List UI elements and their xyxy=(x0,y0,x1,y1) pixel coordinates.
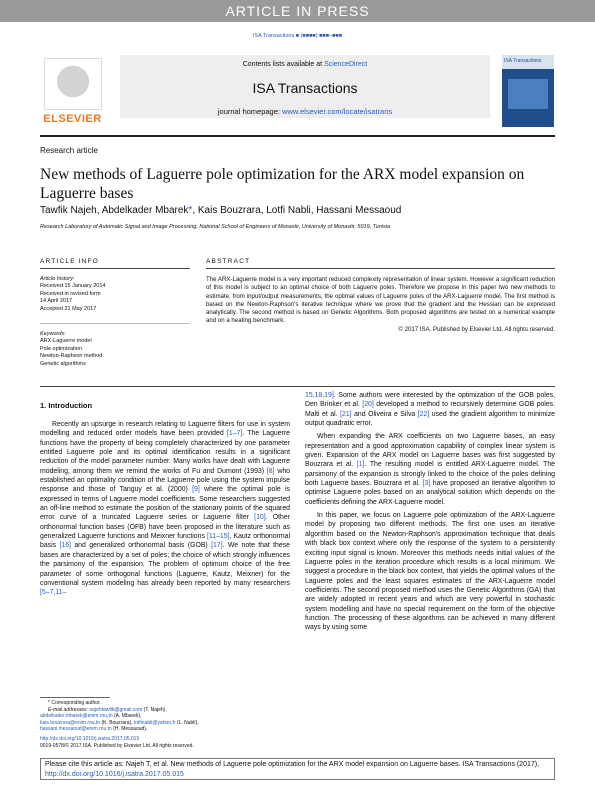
journal-homepage: journal homepage: www.elsevier.com/locate/isatrans xyxy=(217,107,393,116)
article-history: Article history: Received 15 January 2014 Received in revised form 14 April 2017 Accepted 21 May 2017 xyxy=(40,276,106,312)
article-in-press-banner: ARTICLE IN PRESS xyxy=(0,0,595,22)
author-list: Tawfik Najeh, Abdelkader Mbarek*, Kais Bouzrara, Lotfi Nabli, Hassani Messaoud xyxy=(40,205,402,216)
article-info-rule xyxy=(40,268,190,269)
article-type: Research article xyxy=(40,146,98,155)
article-info-heading: ARTICLE INFO xyxy=(40,258,100,265)
intro-paragraph-1: Recently an upsurge in research relating to Laguerre filters for use in system modelling and reduced order models have been provided [1–7]. The Laguerre functions have the property of being completely characterized by one parameter entitled Laguerre pole and its optimal identification results in a significant reduction of the model parameter number. Many works have dealt with Laguerre modeling, among them we remind the works of Fu and Dumont (1993) [8] who established an optimality condition of the Laguerre pole using the system impulse response and those of Tanguy et al. (2000) [9] where the optimal pole is expressed in terms of Laguerre model coefficients. Some researchers suggested an off-line method to estimate the position of the stationary points of the squared error curve of a truncated Laguerre series or Laguerre filter [10]. Other orthonormal function bases (OFB) have been proposed in the literature such as generalized Laguerre functions and Meixner functions [11–15], Kautz orthonormal basis [16] and generalized orthonormal basis (GOB) [17]. We note that these bases are characterized by a set of poles; the choice of which strongly influences the parsimony of the expansion. The problem of optimum choice of the free parameter of some orthogonal functions (Laguerre, Kautz, Meixner) for the conventional system modeling has already been reported by many researchers [5–7,11– xyxy=(40,421,291,597)
journal-title: ISA Transactions xyxy=(252,80,358,96)
citation-doi-link[interactable]: http://dx.doi.org/10.1016/j.isatra.2017.05.015 xyxy=(45,771,184,778)
keywords: Keywords: ARX-Laguerre model Pole optimization Newton-Raphson method Genetic algorithms xyxy=(40,331,103,367)
elsevier-tree-icon xyxy=(44,58,102,110)
email-bouzrara[interactable]: kais.bouzrara@enim.rnu.tn xyxy=(40,719,101,726)
email-messaoud[interactable]: hassani.messaoud@enim.rnu.tn xyxy=(40,726,112,733)
sciencedirect-link[interactable]: ScienceDirect xyxy=(324,61,368,68)
intro-paragraph-2: When expanding the ARX coefficients on two Laguerre bases, an easy representation and a good approximation capability of complex linear system is given. Expansion of the ARX model on Laguerre bases was first suggested by Bouzrara et al. [1]. The resulting model is entitled ARX-Laguerre model. The parsimony of the expansion is strongly linked to the choice of the poles defining both Laguerre bases. Bouzrara et al. [3] have proposed an iterative algorithm to optimise Laguerre poles based on an analytical solution which depends on the coefficients defining the ARX-Laguerre model. xyxy=(305,433,555,506)
homepage-link[interactable]: www.elsevier.com/locate/isatrans xyxy=(282,107,393,116)
contents-line: Contents lists available at ScienceDirect xyxy=(242,61,368,68)
journal-info-box xyxy=(120,55,490,118)
header-divider xyxy=(40,135,555,137)
right-column xyxy=(305,391,555,637)
footnote-rule xyxy=(40,697,110,698)
abstract-heading: ABSTRACT xyxy=(206,258,251,265)
introduction-heading: 1. Introduction xyxy=(40,401,93,410)
abstract-copyright: © 2017 ISA. Published by Elsevier Ltd. All rights reserved. xyxy=(398,325,555,333)
email-najeh[interactable]: najehtawfik@gmail.com xyxy=(89,706,143,713)
citation-box: Please cite this article as: Najeh T, et al. New methods of Laguerre pole optimization for the ARX model expansion on Laguerre bases. ISA Transactions (2017), http://dx.doi.org/10.1016/j.isatra.2017.05.015 xyxy=(40,758,555,780)
publisher-name: ELSEVIER xyxy=(43,113,102,125)
issn-line: 0019-0578/© 2017 ISA. Published by Elsevier Ltd. All rights reserved. xyxy=(40,742,194,749)
email-nabli[interactable]: lotfinabli@yahoo.fr xyxy=(134,719,176,726)
journal-cover-image[interactable] xyxy=(502,55,554,127)
journal-reference[interactable]: ISA Transactions ■ (■■■■) ■■■–■■■ xyxy=(252,33,343,39)
left-column xyxy=(40,420,290,602)
journal-header xyxy=(40,55,555,130)
affiliation: Research Laboratory of Automatic Signal and Image Processing, National School of Engineers of Monastir, University of Monastir, 5019, Tunisia xyxy=(40,224,391,230)
email-mbarek[interactable]: abdelkader.mbarek@enim.rnu.tn xyxy=(40,713,113,720)
front-matter-rule xyxy=(40,386,555,387)
info-separator xyxy=(40,323,190,324)
intro-paragraph-1-cont: 15,18,19]. Some authors were interested by the optimization of the GOB poles, Den Brinker et al. [20] developed a method to recursively determine GOB poles. Malti et al. [21] and Oliveira e Silva [22] used the gradient algorithm to minimize output quadratic error. xyxy=(305,392,555,428)
footnotes: * Corresponding author. E-mail addresses: najehtawfik@gmail.com (T. Najeh), abdelkader.mbarek@enim.rnu.tn (A. Mbarek), kais.bouzrara@enim.rnu.tn (K. Bouzrara), lotfinabli@yahoo.fr (L. Nabli), hassani.messaoud@enim.rnu.tn (H. Messaoud). http://dx.doi.org/10.1016/j.isatra.2017.05.015 0019-0578/© 2017 ISA. Published by Elsevier Ltd. All rights reserved. xyxy=(40,700,290,749)
cover-title: ISA Transactions xyxy=(504,58,542,64)
abstract-rule xyxy=(206,268,555,269)
doi-link[interactable]: http://dx.doi.org/10.1016/j.isatra.2017.05.015 xyxy=(40,735,140,742)
abstract-body: The ARX-Laguerre model is a very important reduced complexity representation of linear system. However a significant reduction of this model is subject to an optimal choice of both Laguerre poles. Therefore we propose in this paper two new methods to estimate, from input/output measurements, the optimal values of Laguerre poles of the ARX-Laguerre model. The first method is based on the Newton-Raphson's iterative technique where we prove that the gradient and the Hessian can be expressed analytically. The second method is based on Genetic Algorithms. Both proposed algorithms are tested on a numerical example and on a heating benchmark. © 2017 ISA. Published by Elsevier Ltd. All rights reserved. xyxy=(206,276,555,333)
cover-graphic xyxy=(508,79,548,109)
intro-paragraph-3: In this paper, we focus on Laguerre pole optimization of the ARX-Laguerre model by proposing two different methods. The first one uses an iterative algorithm based on the Newton-Raphson's approximation technique that deals with black box context where only the response of the system to a persistently exciting input signal is known. Moreover this methods needs initial values of the Laguerre poles in the iteration procedure which results is a local minimum. We suggest a procedure in the black box context, that yields the optimal values of the Laguerre poles and the least squares estimates of the ARX-Laguerre model coefficients. The second proposed method uses the Genetic Algorithms (GA) that are widely adopted in recent years and which are very powerful in stochastic system modelling and have no special requirement on the form of the objective function. The processing of these algorithms can be achieved in many different ways by using some xyxy=(305,512,555,632)
article-title: New methods of Laguerre pole optimization for the ARX model expansion on Laguerre bases xyxy=(40,166,525,202)
corresponding-author-marker[interactable]: * xyxy=(188,205,193,216)
elsevier-logo[interactable] xyxy=(40,55,105,130)
